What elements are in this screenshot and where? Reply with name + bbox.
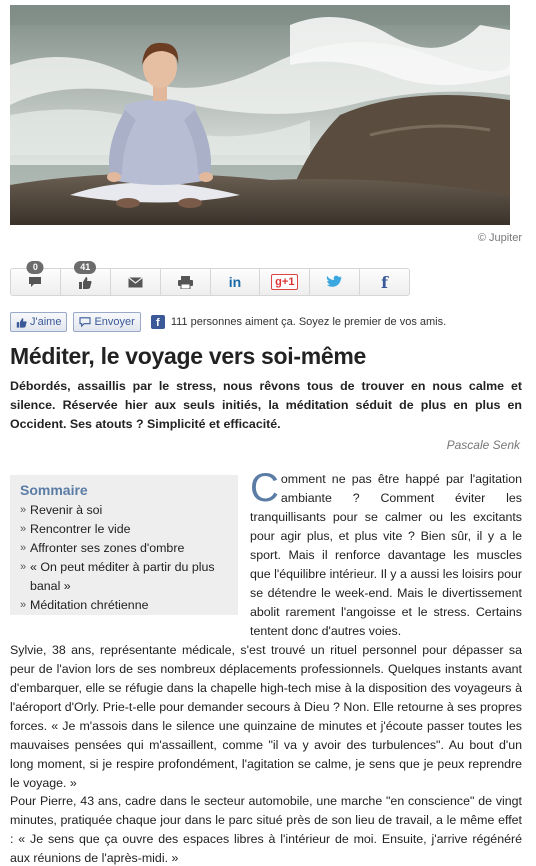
- comment-icon: [28, 276, 42, 288]
- toc-item[interactable]: » Revenir à soi: [20, 501, 230, 520]
- facebook-icon: f: [381, 272, 388, 292]
- facebook-button[interactable]: [360, 269, 409, 295]
- toc-heading: Sommaire: [20, 482, 88, 498]
- article-title: Méditer, le voyage vers soi-même: [10, 343, 367, 369]
- speech-bubble-icon: [79, 317, 91, 327]
- thumbs-up-icon: [16, 317, 27, 328]
- article-paragraph: Sylvie, 38 ans, représentante médicale, s'est trouvé un rituel personnel pour dépasser sa peur de l'avion lors de ses nombreux déplacements professionnels. Quelques instants avant d'embarquer, elle se réfugie dans la chapelle high-tech mise à la disposition des voyageurs à l'aéroport d'Orly. Prie-t-elle pour demander secours à Dieu ? Non. Elle retourne à ses propres forces. « Je m'assois dans le silence une quinzaine de minutes et j'écoute passer toutes les mauvaises pensées qui m'assaillent, comme "il va y avoir des turbulences". Au bout d'un long moment, si je respire profondément, l'agitation se calme, je sens que je peux reprendre le voyage. »: [10, 643, 522, 790]
- comment-count-badge: 0: [27, 261, 44, 274]
- print-icon: [178, 276, 193, 289]
- meditation-illustration: [10, 5, 510, 225]
- toc-item[interactable]: » Affronter ses zones d'ombre: [20, 539, 230, 558]
- share-toolbar: [10, 262, 410, 296]
- facebook-like-count: 111 personnes aiment ça. Soyez le premier de vos amis.: [170, 316, 447, 328]
- twitter-button[interactable]: [310, 269, 360, 295]
- linkedin-icon: in: [228, 274, 242, 290]
- google-plus-button[interactable]: [260, 269, 310, 295]
- like-button-label: J'aime: [30, 316, 62, 328]
- twitter-icon: [326, 275, 343, 289]
- linkedin-button[interactable]: [211, 269, 261, 295]
- facebook-logo-icon: f: [151, 315, 165, 329]
- hero-photo: [10, 5, 510, 225]
- print-button[interactable]: [161, 269, 211, 295]
- article-lead: Débordés, assaillis par le stress, nous rêvons tous de trouver en nous calme et silence. Réservée hier aux seuls initiés, la méditation séduit de plus en plus en Occident. Ses atouts ? Simplicité et efficacité.: [10, 379, 522, 431]
- article-author: Pascale Senk: [446, 438, 520, 452]
- article-paragraph: Pour Pierre, 43 ans, cadre dans le secteur automobile, une marche "en conscience" de vingt minutes, pratiquée chaque jour dans le parc situé près de son lieu de travail, a le même effet : « Je sens que ça ouvre des espaces libres à l'intérieur de moi. Ensuite, j'arrive régénéré aux réunions de l'après-midi. »: [10, 794, 522, 865]
- social-row: [10, 311, 446, 333]
- send-button-label: Envoyer: [94, 316, 135, 328]
- thumbs-up-icon: [78, 276, 92, 289]
- like-count-badge: 41: [74, 261, 96, 274]
- google-plus-icon: g+1: [271, 274, 298, 290]
- toc-item[interactable]: » « On peut méditer à partir du plus banal »: [20, 558, 230, 596]
- email-button[interactable]: [111, 269, 161, 295]
- like-button[interactable]: [10, 312, 67, 332]
- article-paragraph: [250, 466, 522, 641]
- table-of-contents: [10, 475, 238, 615]
- toc-item[interactable]: » Méditation chrétienne: [20, 596, 230, 615]
- send-button[interactable]: [73, 312, 140, 332]
- toc-item[interactable]: » Rencontrer le vide: [20, 520, 230, 539]
- paragraph-text: omment ne pas être happé par l'agitation ambiante ? Comment éviter les tranquillisants pour se calmer ou les excitants pour agir plus, et plus vite ? Bien sûr, il y a le sport. Mais il renforce davantage les muscles que l'équilibre intérieur. Il y a aussi les loisirs pour se détendre le week-end. Mais le divertissement abolit rarement l'angoisse et le stress. Certains tentent donc d'autres voies.: [250, 472, 522, 638]
- recommend-button[interactable]: [61, 262, 111, 295]
- comment-button[interactable]: [11, 262, 61, 295]
- mail-icon: [128, 277, 143, 288]
- photo-credit: © Jupiter: [477, 232, 522, 244]
- drop-cap: C: [250, 466, 279, 510]
